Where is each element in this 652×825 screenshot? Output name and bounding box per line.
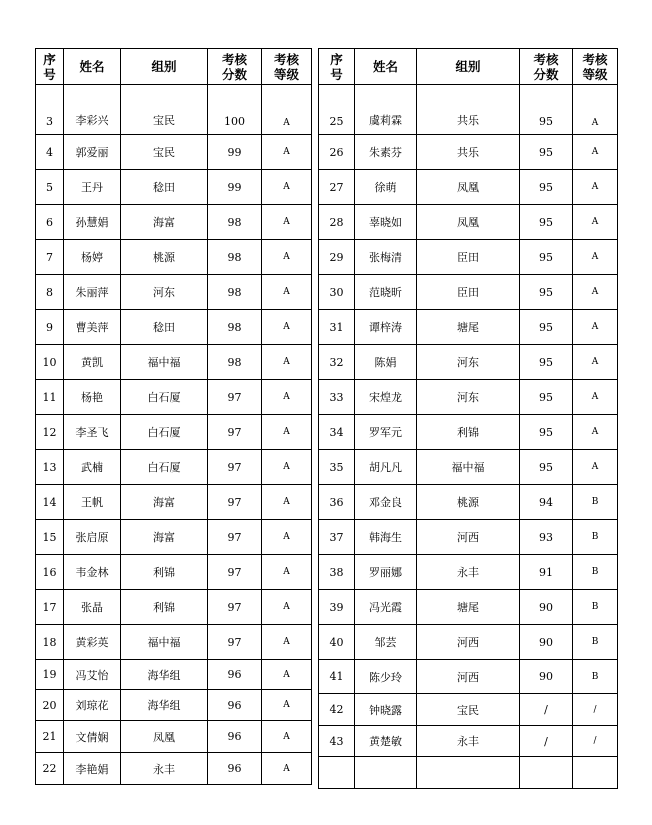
cell-group: 河东 — [121, 275, 208, 310]
score-table-left — [35, 48, 312, 785]
cell-score: 95 — [520, 205, 573, 240]
cell-seq: 21 — [36, 721, 64, 753]
cell-grade: A — [573, 310, 618, 345]
cell-name: 范晓昕 — [355, 275, 417, 310]
table-left-body — [36, 85, 312, 785]
cell-seq: 27 — [319, 170, 355, 205]
cell-grade: A — [262, 753, 312, 785]
table-row — [36, 690, 312, 721]
cell-name: 虞莉霖 — [355, 85, 417, 135]
cell-group: 永丰 — [417, 555, 520, 590]
cell-group: 海富 — [121, 205, 208, 240]
cell-grade: A — [262, 415, 312, 450]
cell-group: 利锦 — [121, 590, 208, 625]
table-row — [319, 205, 618, 240]
cell-grade: B — [573, 625, 618, 660]
cell-score: / — [520, 726, 573, 757]
cell-score: 97 — [208, 450, 262, 485]
table-row — [36, 170, 312, 205]
cell-grade: A — [262, 690, 312, 721]
header-name: 姓名 — [64, 49, 121, 85]
cell-group: 稔田 — [121, 310, 208, 345]
cell-seq: 26 — [319, 135, 355, 170]
table-row — [319, 555, 618, 590]
cell-grade: A — [262, 721, 312, 753]
cell-group: 河西 — [417, 625, 520, 660]
cell-grade: A — [573, 380, 618, 415]
table-header-row — [319, 49, 618, 85]
cell-seq: 33 — [319, 380, 355, 415]
table-row — [319, 85, 618, 135]
table-row — [319, 757, 618, 789]
cell-seq: 4 — [36, 135, 64, 170]
cell-group: 永丰 — [121, 753, 208, 785]
cell-score: 97 — [208, 590, 262, 625]
cell-score: 96 — [208, 660, 262, 690]
cell-grade: B — [573, 485, 618, 520]
header-name: 姓名 — [355, 49, 417, 85]
table-row — [36, 380, 312, 415]
cell-seq: 13 — [36, 450, 64, 485]
cell-score: 95 — [520, 170, 573, 205]
cell-name: 钟晓露 — [355, 694, 417, 726]
cell-grade: B — [573, 555, 618, 590]
table-row — [36, 520, 312, 555]
cell-score: 93 — [520, 520, 573, 555]
cell-group: 福中福 — [417, 450, 520, 485]
cell-name: 王丹 — [64, 170, 121, 205]
header-seq-text: 序 号 — [330, 51, 343, 82]
cell-group: 海富 — [121, 485, 208, 520]
table-row — [36, 205, 312, 240]
table-row — [319, 625, 618, 660]
cell-score: 95 — [520, 380, 573, 415]
cell-score: 90 — [520, 660, 573, 694]
cell-name: 徐萌 — [355, 170, 417, 205]
header-group: 组别 — [121, 49, 208, 85]
cell-group: 利锦 — [417, 415, 520, 450]
cell-grade: A — [573, 170, 618, 205]
cell-name: 李彩兴 — [64, 85, 121, 135]
cell-seq: 10 — [36, 345, 64, 380]
cell-name: 邓金良 — [355, 485, 417, 520]
cell-seq: 29 — [319, 240, 355, 275]
cell-grade: A — [262, 310, 312, 345]
cell-score: 95 — [520, 240, 573, 275]
cell-seq: 7 — [36, 240, 64, 275]
table-row — [319, 726, 618, 757]
cell-grade: B — [573, 590, 618, 625]
cell-group: 海华组 — [121, 660, 208, 690]
cell-seq: 20 — [36, 690, 64, 721]
table-row — [319, 590, 618, 625]
cell-name: 黄楚敏 — [355, 726, 417, 757]
cell-grade: A — [262, 135, 312, 170]
cell-name: 王帆 — [64, 485, 121, 520]
cell-grade: A — [262, 205, 312, 240]
table-row — [36, 485, 312, 520]
cell-score: 97 — [208, 415, 262, 450]
cell-name: 孙慧娟 — [64, 205, 121, 240]
cell-group: 河西 — [417, 520, 520, 555]
cell-grade: A — [573, 450, 618, 485]
cell-score: 94 — [520, 485, 573, 520]
cell-grade: A — [573, 240, 618, 275]
table-row — [36, 450, 312, 485]
cell-seq: 8 — [36, 275, 64, 310]
cell-seq: 11 — [36, 380, 64, 415]
cell-score: 96 — [208, 753, 262, 785]
cell-seq: 38 — [319, 555, 355, 590]
header-grade — [573, 49, 618, 85]
cell-grade: / — [573, 694, 618, 726]
cell-group: 河东 — [417, 380, 520, 415]
cell-grade: A — [262, 85, 312, 135]
cell-grade: A — [573, 135, 618, 170]
cell-group: 塘尾 — [417, 590, 520, 625]
cell-grade: A — [262, 660, 312, 690]
cell-score: 91 — [520, 555, 573, 590]
cell-name: 曹美萍 — [64, 310, 121, 345]
table-row — [319, 275, 618, 310]
cell-group: 白石厦 — [121, 450, 208, 485]
cell-name: 武楠 — [64, 450, 121, 485]
cell-name: 李艳娟 — [64, 753, 121, 785]
cell-score: 97 — [208, 485, 262, 520]
table-row — [319, 694, 618, 726]
cell-seq: 17 — [36, 590, 64, 625]
header-seq — [36, 49, 64, 85]
cell-score: 98 — [208, 240, 262, 275]
cell-seq: 30 — [319, 275, 355, 310]
cell-score: 99 — [208, 170, 262, 205]
table-row — [319, 240, 618, 275]
cell-name: 罗丽娜 — [355, 555, 417, 590]
cell-grade: B — [573, 660, 618, 694]
table-row — [319, 485, 618, 520]
cell-group: 宝民 — [121, 85, 208, 135]
cell-group: 宝民 — [417, 694, 520, 726]
score-table-right — [318, 48, 618, 789]
cell-score: 95 — [520, 85, 573, 135]
cell-group: 福中福 — [121, 625, 208, 660]
cell-score: 99 — [208, 135, 262, 170]
cell-name: 陈少玲 — [355, 660, 417, 694]
header-grade — [262, 49, 312, 85]
cell-name: 张梅清 — [355, 240, 417, 275]
cell-group: 海华组 — [121, 690, 208, 721]
cell-grade: A — [573, 415, 618, 450]
cell-grade: A — [573, 275, 618, 310]
cell-name: 杨婷 — [64, 240, 121, 275]
table-row — [36, 625, 312, 660]
cell-group: 海富 — [121, 520, 208, 555]
cell-group: 共乐 — [417, 135, 520, 170]
cell-name: 朱丽萍 — [64, 275, 121, 310]
cell-name: 辜晓如 — [355, 205, 417, 240]
cell-grade: A — [573, 345, 618, 380]
cell-score: 97 — [208, 555, 262, 590]
cell-seq: 31 — [319, 310, 355, 345]
header-score — [520, 49, 573, 85]
cell-score: 90 — [520, 625, 573, 660]
cell-score: 95 — [520, 310, 573, 345]
table-row — [319, 660, 618, 694]
header-grade-text: 考核 等级 — [273, 51, 299, 82]
table-row — [36, 345, 312, 380]
cell-score: / — [520, 694, 573, 726]
cell-group: 白石厦 — [121, 415, 208, 450]
cell-seq: 37 — [319, 520, 355, 555]
cell-group: 河东 — [417, 345, 520, 380]
cell-name: 张启原 — [64, 520, 121, 555]
cell-name: 罗军元 — [355, 415, 417, 450]
cell-seq: 18 — [36, 625, 64, 660]
table-row — [36, 275, 312, 310]
cell-seq: 16 — [36, 555, 64, 590]
table-row — [36, 310, 312, 345]
table-row — [36, 721, 312, 753]
cell-grade: A — [573, 205, 618, 240]
cell-score: 95 — [520, 135, 573, 170]
cell-name: 朱素芬 — [355, 135, 417, 170]
cell-group: 宝民 — [121, 135, 208, 170]
cell-score: 95 — [520, 345, 573, 380]
cell-grade: A — [262, 555, 312, 590]
cell-name: 杨艳 — [64, 380, 121, 415]
cell-score: 98 — [208, 275, 262, 310]
cell-name: 李圣飞 — [64, 415, 121, 450]
cell-score: 100 — [208, 85, 262, 135]
cell-group: 凤凰 — [121, 721, 208, 753]
cell-seq: 43 — [319, 726, 355, 757]
cell-grade: B — [573, 520, 618, 555]
cell-seq: 42 — [319, 694, 355, 726]
cell-name: 冯光霞 — [355, 590, 417, 625]
header-group: 组别 — [417, 49, 520, 85]
table-row — [36, 415, 312, 450]
cell-group: 臣田 — [417, 275, 520, 310]
header-grade-text: 考核 等级 — [582, 51, 608, 82]
cell-score: 95 — [520, 450, 573, 485]
cell-score: 96 — [208, 721, 262, 753]
cell-name: 宋煌龙 — [355, 380, 417, 415]
cell-group: 凤凰 — [417, 170, 520, 205]
cell-group: 福中福 — [121, 345, 208, 380]
cell-seq: 5 — [36, 170, 64, 205]
cell-score — [520, 757, 573, 789]
cell-name: 黄彩英 — [64, 625, 121, 660]
cell-score: 90 — [520, 590, 573, 625]
cell-group: 凤凰 — [417, 205, 520, 240]
table-right-body — [319, 85, 618, 789]
cell-name — [355, 757, 417, 789]
table-row — [36, 85, 312, 135]
cell-seq: 15 — [36, 520, 64, 555]
table-row — [319, 380, 618, 415]
cell-group: 桃源 — [417, 485, 520, 520]
table-row — [36, 660, 312, 690]
cell-group: 稔田 — [121, 170, 208, 205]
cell-group: 河西 — [417, 660, 520, 694]
table-row — [319, 450, 618, 485]
table-row — [36, 590, 312, 625]
cell-grade: A — [262, 170, 312, 205]
cell-name: 陈娟 — [355, 345, 417, 380]
header-score — [208, 49, 262, 85]
cell-grade — [573, 757, 618, 789]
cell-group: 永丰 — [417, 726, 520, 757]
cell-name: 冯艾怡 — [64, 660, 121, 690]
cell-name: 郭爱丽 — [64, 135, 121, 170]
cell-seq: 36 — [319, 485, 355, 520]
cell-grade: A — [262, 450, 312, 485]
header-score-text: 考核 分数 — [221, 51, 247, 82]
cell-score: 97 — [208, 625, 262, 660]
table-row — [319, 520, 618, 555]
cell-score: 97 — [208, 520, 262, 555]
cell-seq: 40 — [319, 625, 355, 660]
cell-name: 张晶 — [64, 590, 121, 625]
cell-score: 98 — [208, 310, 262, 345]
cell-score: 95 — [520, 415, 573, 450]
cell-name: 韩海生 — [355, 520, 417, 555]
cell-seq: 19 — [36, 660, 64, 690]
cell-seq: 28 — [319, 205, 355, 240]
table-row — [319, 135, 618, 170]
cell-seq: 12 — [36, 415, 64, 450]
table-row — [36, 753, 312, 785]
cell-score: 95 — [520, 275, 573, 310]
cell-name: 谭梓涛 — [355, 310, 417, 345]
table-row — [36, 135, 312, 170]
cell-score: 98 — [208, 205, 262, 240]
header-seq-text: 序 号 — [43, 51, 56, 82]
cell-name: 韦金林 — [64, 555, 121, 590]
cell-name: 胡凡凡 — [355, 450, 417, 485]
cell-seq: 9 — [36, 310, 64, 345]
table-row — [319, 345, 618, 380]
table-row — [36, 555, 312, 590]
cell-group — [417, 757, 520, 789]
cell-grade: A — [262, 625, 312, 660]
cell-seq: 6 — [36, 205, 64, 240]
cell-grade: A — [262, 485, 312, 520]
cell-score: 98 — [208, 345, 262, 380]
cell-name: 邹芸 — [355, 625, 417, 660]
cell-seq: 41 — [319, 660, 355, 694]
cell-grade: A — [262, 275, 312, 310]
cell-seq: 25 — [319, 85, 355, 135]
header-seq — [319, 49, 355, 85]
cell-group: 塘尾 — [417, 310, 520, 345]
cell-group: 桃源 — [121, 240, 208, 275]
table-row — [319, 415, 618, 450]
cell-seq — [319, 757, 355, 789]
cell-seq: 22 — [36, 753, 64, 785]
cell-seq: 14 — [36, 485, 64, 520]
cell-grade: A — [573, 85, 618, 135]
cell-grade: / — [573, 726, 618, 757]
cell-score: 96 — [208, 690, 262, 721]
cell-score: 97 — [208, 380, 262, 415]
cell-seq: 39 — [319, 590, 355, 625]
table-row — [36, 240, 312, 275]
table-row — [319, 310, 618, 345]
cell-group: 共乐 — [417, 85, 520, 135]
header-score-text: 考核 分数 — [533, 51, 559, 82]
cell-grade: A — [262, 345, 312, 380]
cell-seq: 34 — [319, 415, 355, 450]
cell-group: 利锦 — [121, 555, 208, 590]
cell-group: 臣田 — [417, 240, 520, 275]
cell-group: 白石厦 — [121, 380, 208, 415]
cell-seq: 3 — [36, 85, 64, 135]
cell-grade: A — [262, 380, 312, 415]
cell-seq: 32 — [319, 345, 355, 380]
cell-grade: A — [262, 590, 312, 625]
cell-name: 黄凯 — [64, 345, 121, 380]
cell-name: 刘琼花 — [64, 690, 121, 721]
cell-name: 文倩娴 — [64, 721, 121, 753]
cell-grade: A — [262, 520, 312, 555]
cell-seq: 35 — [319, 450, 355, 485]
cell-grade: A — [262, 240, 312, 275]
table-row — [319, 170, 618, 205]
table-header-row — [36, 49, 312, 85]
